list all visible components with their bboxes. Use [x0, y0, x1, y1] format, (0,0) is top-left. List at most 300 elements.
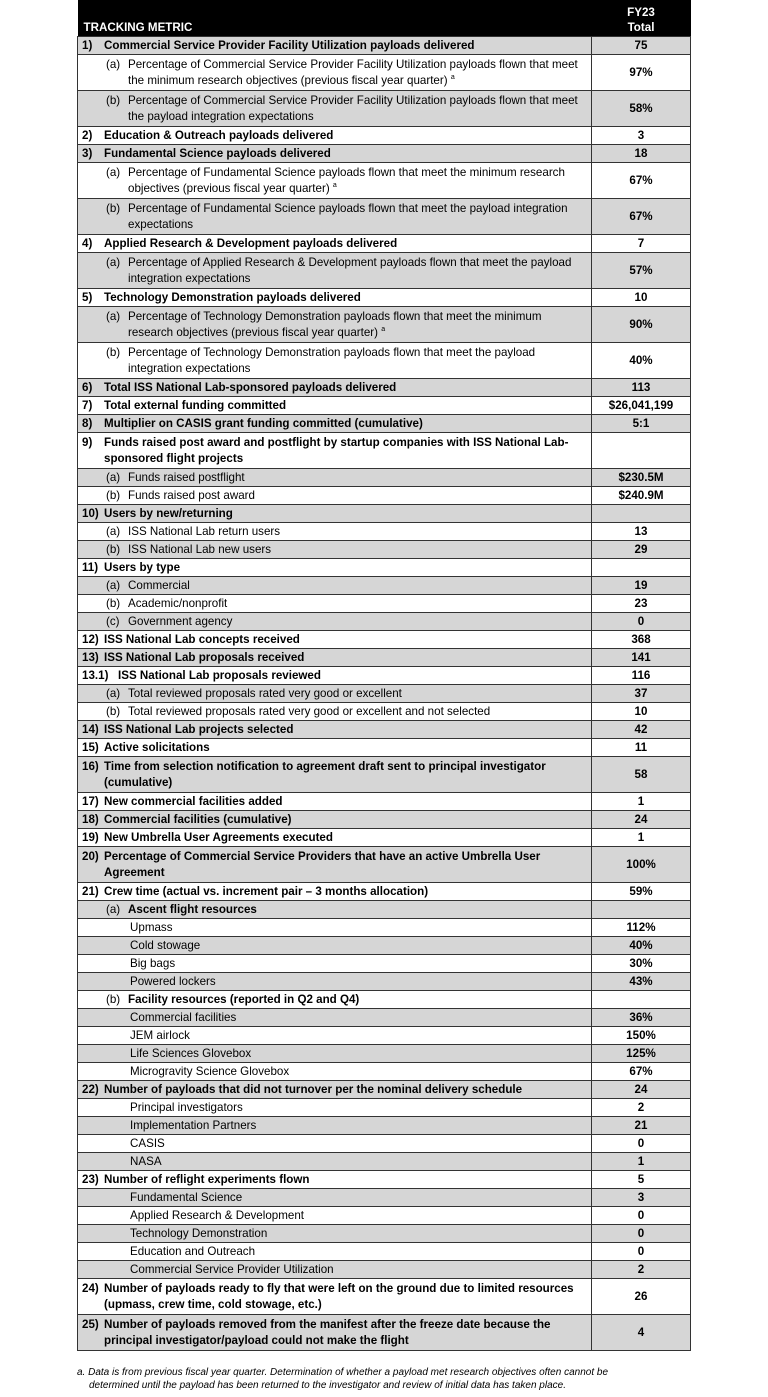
metric-label: [82, 722, 585, 738]
fy23-column-header: [592, 0, 691, 37]
metric-label: [130, 1208, 585, 1224]
metric-text: NASA: [130, 1154, 162, 1168]
fy23-value-cell: 59%: [592, 883, 691, 901]
table-row: [78, 469, 691, 487]
table-row: [78, 1315, 691, 1351]
metric-text: CASIS: [130, 1136, 165, 1150]
metric-label: [82, 884, 585, 900]
fy23-value-cell: 0: [592, 613, 691, 631]
metric-text: Academic/nonprofit: [128, 596, 228, 610]
metric-cell: [78, 343, 592, 379]
metric-text: Total external funding committed: [104, 398, 287, 412]
table-row: [78, 145, 691, 163]
metric-label: [82, 740, 585, 756]
metric-label: [82, 1172, 585, 1188]
metric-label: [130, 1190, 585, 1206]
table-row: [78, 901, 691, 919]
metric-label: [82, 1317, 585, 1349]
metric-text: Percentage of Technology Demonstration payloads flown that meet the payload integration expectations: [128, 345, 536, 375]
metric-text: Users by new/returning: [104, 506, 233, 520]
metric-text: Microgravity Science Glovebox: [130, 1064, 290, 1078]
fy23-value-cell: 7: [592, 235, 691, 253]
metric-cell: [78, 811, 592, 829]
metric-cell: [78, 541, 592, 559]
footnote-line1: a. Data is from previous fiscal year quarter. Determination of whether a payload met research objectives often cannot be: [77, 1367, 609, 1378]
table-row: [78, 1243, 691, 1261]
table-row: [78, 199, 691, 235]
table-row: [78, 1279, 691, 1315]
metric-label: [82, 1281, 585, 1313]
fy23-value-cell: 43%: [592, 973, 691, 991]
metric-cell: [78, 1117, 592, 1135]
metric-text: ISS National Lab proposals reviewed: [118, 668, 321, 682]
metric-label: [82, 524, 585, 540]
metric-cell: [78, 1225, 592, 1243]
metric-label: [82, 290, 585, 306]
metric-label: [82, 93, 585, 125]
fy23-value-cell: 40%: [592, 343, 691, 379]
fy23-value-cell: 40%: [592, 937, 691, 955]
metric-cell: [78, 163, 592, 199]
metric-number: (b): [106, 93, 121, 107]
metric-number: 22): [82, 1082, 99, 1096]
metric-text: Crew time (actual vs. increment pair – 3 months allocation): [104, 884, 429, 898]
metric-cell: [78, 415, 592, 433]
fy23-value-cell: [592, 559, 691, 577]
table-row: [78, 667, 691, 685]
metric-number: (a): [106, 470, 121, 484]
table-row: [78, 1171, 691, 1189]
table-row: [78, 685, 691, 703]
fy23-value-cell: 18: [592, 145, 691, 163]
fy23-value-cell: 0: [592, 1135, 691, 1153]
metric-cell: [78, 1027, 592, 1045]
metric-cell: [78, 37, 592, 55]
table-row: [78, 235, 691, 253]
table-row: [78, 487, 691, 505]
metric-number: 2): [82, 128, 93, 142]
metric-number: 8): [82, 416, 93, 430]
metric-cell: [78, 91, 592, 127]
metric-text: Percentage of Commercial Service Provider Facility Utilization payloads flown that meet the payload integration expectations: [128, 93, 578, 123]
metric-cell: [78, 991, 592, 1009]
metric-cell: [78, 1189, 592, 1207]
metric-number: 14): [82, 722, 99, 736]
metric-label: [82, 57, 585, 89]
metric-cell: [78, 145, 592, 163]
metric-text: Total reviewed proposals rated very good or excellent: [128, 686, 402, 700]
fy23-value-cell: 42: [592, 721, 691, 739]
metric-text: Percentage of Commercial Service Provider Facility Utilization payloads flown that meet the minimum research objectives (previous fiscal year quarter) $^a$: [128, 57, 578, 87]
metric-text: Applied Research & Development: [130, 1208, 305, 1222]
metric-text: Upmass: [130, 920, 173, 934]
metric-cell: [78, 631, 592, 649]
fy23-value-cell: 150%: [592, 1027, 691, 1045]
metric-number: (c): [106, 614, 120, 628]
metric-label: [82, 542, 585, 558]
metric-cell: [78, 559, 592, 577]
metric-cell: [78, 901, 592, 919]
metric-number: 6): [82, 380, 93, 394]
fy23-value-cell: [592, 505, 691, 523]
metric-label: [82, 759, 585, 791]
metric-number: (a): [106, 578, 121, 592]
metric-text: Funds raised post award: [128, 488, 255, 502]
table-row: [78, 541, 691, 559]
metric-number: 13): [82, 650, 99, 664]
metric-cell: [78, 487, 592, 505]
metric-label: [82, 794, 585, 810]
metric-label: [130, 1100, 585, 1116]
metric-text: Funds raised postflight: [128, 470, 245, 484]
metric-cell: [78, 793, 592, 811]
fy23-value-cell: 125%: [592, 1045, 691, 1063]
metric-number: (b): [106, 596, 121, 610]
fy23-value-cell: $240.9M: [592, 487, 691, 505]
table-row: [78, 577, 691, 595]
metric-cell: [78, 1081, 592, 1099]
fy23-value-cell: 1: [592, 829, 691, 847]
metric-label: [130, 974, 585, 990]
metric-cell: [78, 847, 592, 883]
metric-number: (a): [106, 902, 121, 916]
metric-cell: [78, 1153, 592, 1171]
fy23-value-cell: 10: [592, 289, 691, 307]
metric-number: 12): [82, 632, 99, 646]
table-row: [78, 739, 691, 757]
table-row: [78, 847, 691, 883]
table-row: [78, 289, 691, 307]
fy23-value-cell: 30%: [592, 955, 691, 973]
fy23-value-cell: 21: [592, 1117, 691, 1135]
footnote-marker: a: [332, 181, 337, 189]
metric-cell: [78, 613, 592, 631]
metric-cell: [78, 1063, 592, 1081]
metric-cell: [78, 1135, 592, 1153]
fy23-value-cell: 97%: [592, 55, 691, 91]
fy23-value-cell: 3: [592, 1189, 691, 1207]
metric-cell: [78, 883, 592, 901]
table-row: [78, 973, 691, 991]
metric-text: Government agency: [128, 614, 233, 628]
metric-label: [130, 1064, 585, 1080]
table-row: [78, 793, 691, 811]
metric-cell: [78, 721, 592, 739]
fy23-value-cell: 0: [592, 1225, 691, 1243]
metric-label: [82, 146, 585, 162]
table-row: [78, 829, 691, 847]
metric-label: [130, 1046, 585, 1062]
metric-cell: [78, 253, 592, 289]
metric-number: 23): [82, 1172, 99, 1186]
table-row: [78, 1207, 691, 1225]
fy23-value-cell: 67%: [592, 1063, 691, 1081]
metric-label: [82, 506, 585, 522]
metric-cell: [78, 739, 592, 757]
fy23-header-line2: Total: [627, 21, 655, 34]
metric-cell: [78, 1171, 592, 1189]
table-row: [78, 523, 691, 541]
table-row: [78, 721, 691, 739]
metric-label: [82, 578, 585, 594]
metric-number: 10): [82, 506, 99, 520]
fy23-value-cell: 58%: [592, 91, 691, 127]
metric-label: [82, 812, 585, 828]
fy23-value-cell: 37: [592, 685, 691, 703]
metric-number: (a): [106, 57, 121, 71]
table-row: [78, 505, 691, 523]
metric-text: Percentage of Technology Demonstration payloads flown that meet the minimum research objectives (previous fiscal year quarter) $^a$: [128, 309, 542, 339]
metric-cell: [78, 937, 592, 955]
metric-cell: [78, 595, 592, 613]
metric-number: 25): [82, 1317, 99, 1331]
metric-label: [82, 1082, 585, 1098]
table-row: [78, 649, 691, 667]
metric-text: ISS National Lab return users: [128, 524, 281, 538]
metric-label: [82, 380, 585, 396]
metric-label: [82, 686, 585, 702]
fy23-value-cell: [592, 433, 691, 469]
table-row: [78, 1009, 691, 1027]
fy23-value-cell: 116: [592, 667, 691, 685]
metric-cell: [78, 973, 592, 991]
metric-text: Multiplier on CASIS grant funding committed (cumulative): [104, 416, 423, 430]
metric-cell: [78, 1315, 592, 1351]
metric-number: (b): [106, 992, 121, 1006]
metric-number: 24): [82, 1281, 99, 1295]
metric-number: (b): [106, 488, 121, 502]
metric-number: 7): [82, 398, 93, 412]
metric-label: [82, 435, 585, 467]
table-row: [78, 703, 691, 721]
metric-number: 18): [82, 812, 99, 826]
fy23-value-cell: 368: [592, 631, 691, 649]
metric-number: 9): [82, 435, 93, 449]
table-header-row: [78, 0, 691, 37]
fy23-value-cell: 36%: [592, 1009, 691, 1027]
fy23-value-cell: 1: [592, 793, 691, 811]
metric-cell: [78, 685, 592, 703]
metric-cell: [78, 433, 592, 469]
metric-text: Percentage of Commercial Service Providers that have an active Umbrella User Agreement: [104, 849, 541, 879]
fy23-value-cell: 5: [592, 1171, 691, 1189]
fy23-value-cell: 2: [592, 1261, 691, 1279]
fy23-value-cell: 10: [592, 703, 691, 721]
metric-text: Commercial Service Provider Facility Utilization payloads delivered: [104, 38, 475, 52]
metric-text: ISS National Lab concepts received: [104, 632, 300, 646]
metric-label: [130, 938, 585, 954]
metric-cell: [78, 1045, 592, 1063]
metric-text: Implementation Partners: [130, 1118, 257, 1132]
metric-number: (a): [106, 255, 121, 269]
metric-cell: [78, 667, 592, 685]
fy23-value-cell: 2: [592, 1099, 691, 1117]
table-row: [78, 415, 691, 433]
metric-cell: [78, 379, 592, 397]
metric-text: Fundamental Science payloads delivered: [104, 146, 331, 160]
metric-label: [82, 38, 585, 54]
table-row: [78, 757, 691, 793]
metric-column-header: TRACKING METRIC: [78, 0, 592, 37]
metric-text: New commercial facilities added: [104, 794, 283, 808]
table-row: [78, 397, 691, 415]
fy23-value-cell: 100%: [592, 847, 691, 883]
table-row: [78, 37, 691, 55]
table-row: [78, 1153, 691, 1171]
table-row: [78, 1045, 691, 1063]
metric-number: 20): [82, 849, 99, 863]
fy23-value-cell: 67%: [592, 163, 691, 199]
metric-text: Funds raised post award and postflight by startup companies with ISS National Lab-sponsored flight projects: [104, 435, 569, 465]
metric-number: 3): [82, 146, 93, 160]
table-row: [78, 1261, 691, 1279]
metric-label: [82, 236, 585, 252]
metric-text: Percentage of Applied Research & Development payloads flown that meet the payload integration expectations: [128, 255, 572, 285]
metric-text: Cold stowage: [130, 938, 201, 952]
metric-text: Number of payloads removed from the manifest after the freeze date because the principal investigator/payload could not make the flight: [104, 1317, 551, 1347]
fy23-value-cell: [592, 901, 691, 919]
fy23-value-cell: 67%: [592, 199, 691, 235]
metric-label: [82, 992, 585, 1008]
metric-text: Big bags: [130, 956, 176, 970]
metric-cell: [78, 829, 592, 847]
fy23-value-cell: 141: [592, 649, 691, 667]
metric-number: 5): [82, 290, 93, 304]
metric-number: 13.1): [82, 668, 109, 682]
metric-text: Percentage of Fundamental Science payloads flown that meet the payload integration expectations: [128, 201, 568, 231]
metric-label: [130, 1244, 585, 1260]
table-row: [78, 1135, 691, 1153]
footnote-marker: a: [381, 325, 386, 333]
footnote: [77, 1366, 677, 1392]
fy23-value-cell: 0: [592, 1243, 691, 1261]
metric-cell: [78, 703, 592, 721]
metric-number: 17): [82, 794, 99, 808]
table-row: [78, 559, 691, 577]
metric-text: Education & Outreach payloads delivered: [104, 128, 334, 142]
metric-cell: [78, 1261, 592, 1279]
metric-label: [130, 956, 585, 972]
metric-text: Commercial facilities: [130, 1010, 237, 1024]
metric-cell: [78, 235, 592, 253]
table-row: [78, 307, 691, 343]
fy23-value-cell: 11: [592, 739, 691, 757]
metric-cell: [78, 469, 592, 487]
fy23-value-cell: 13: [592, 523, 691, 541]
table-row: [78, 1099, 691, 1117]
fy23-value-cell: 29: [592, 541, 691, 559]
metric-text: ISS National Lab projects selected: [104, 722, 294, 736]
metric-label: [82, 596, 585, 612]
metric-cell: [78, 919, 592, 937]
metric-number: 15): [82, 740, 99, 754]
metric-number: 19): [82, 830, 99, 844]
table-row: [78, 433, 691, 469]
metric-cell: [78, 1279, 592, 1315]
fy23-value-cell: 23: [592, 595, 691, 613]
table-row: [78, 163, 691, 199]
metric-label: [82, 830, 585, 846]
metric-number: (b): [106, 345, 121, 359]
metric-number: (b): [106, 704, 121, 718]
metric-label: [130, 1010, 585, 1026]
metric-label: [82, 668, 585, 684]
metric-label: [82, 614, 585, 630]
tracking-metrics-table: [77, 0, 691, 1351]
metric-label: [82, 416, 585, 432]
metric-cell: [78, 1243, 592, 1261]
footnote-marker: a: [450, 73, 455, 81]
metric-number: (a): [106, 165, 121, 179]
metric-text: Commercial: [128, 578, 190, 592]
metric-number: 1): [82, 38, 93, 52]
metric-cell: [78, 127, 592, 145]
table-row: [78, 1225, 691, 1243]
table-body: [78, 37, 691, 1351]
metric-text: Powered lockers: [130, 974, 216, 988]
fy23-value-cell: 112%: [592, 919, 691, 937]
fy23-value-cell: 26: [592, 1279, 691, 1315]
metric-number: 11): [82, 560, 99, 574]
metric-text: Users by type: [104, 560, 181, 574]
fy23-value-cell: 24: [592, 1081, 691, 1099]
metric-text: Education and Outreach: [130, 1244, 256, 1258]
table-row: [78, 127, 691, 145]
metric-number: 4): [82, 236, 93, 250]
metric-text: Fundamental Science: [130, 1190, 243, 1204]
fy23-value-cell: [592, 991, 691, 1009]
fy23-value-cell: $26,041,199: [592, 397, 691, 415]
metric-text: Ascent flight resources: [128, 902, 257, 916]
metric-label: [82, 560, 585, 576]
table-row: [78, 1027, 691, 1045]
metric-text: Number of payloads that did not turnover per the nominal delivery schedule: [104, 1082, 523, 1096]
metric-label: [82, 902, 585, 918]
metric-label: [82, 632, 585, 648]
metric-label: [82, 165, 585, 197]
metric-text: Principal investigators: [130, 1100, 243, 1114]
metric-label: [130, 1226, 585, 1242]
metric-cell: [78, 955, 592, 973]
metric-cell: [78, 523, 592, 541]
metric-cell: [78, 505, 592, 523]
footnote-line2: determined until the payload has been returned to the investigator and review of initial data has taken place.: [89, 1380, 566, 1391]
fy23-value-cell: 5:1: [592, 415, 691, 433]
metric-label: [130, 1136, 585, 1152]
table-row: [78, 55, 691, 91]
table-row: [78, 1063, 691, 1081]
metric-cell: [78, 55, 592, 91]
metric-text: Facility resources (reported in Q2 and Q4): [128, 992, 360, 1006]
metric-cell: [78, 1009, 592, 1027]
fy23-value-cell: 57%: [592, 253, 691, 289]
fy23-value-cell: 19: [592, 577, 691, 595]
metric-cell: [78, 199, 592, 235]
metric-number: (b): [106, 201, 121, 215]
table-row: [78, 811, 691, 829]
fy23-value-cell: 58: [592, 757, 691, 793]
metric-cell: [78, 649, 592, 667]
metric-cell: [78, 289, 592, 307]
metric-label: [82, 309, 585, 341]
fy23-value-cell: 113: [592, 379, 691, 397]
fy23-value-cell: 90%: [592, 307, 691, 343]
metric-label: [82, 345, 585, 377]
metric-number: (a): [106, 686, 121, 700]
metric-text: Commercial facilities (cumulative): [104, 812, 292, 826]
metric-label: [82, 128, 585, 144]
metric-label: [82, 488, 585, 504]
